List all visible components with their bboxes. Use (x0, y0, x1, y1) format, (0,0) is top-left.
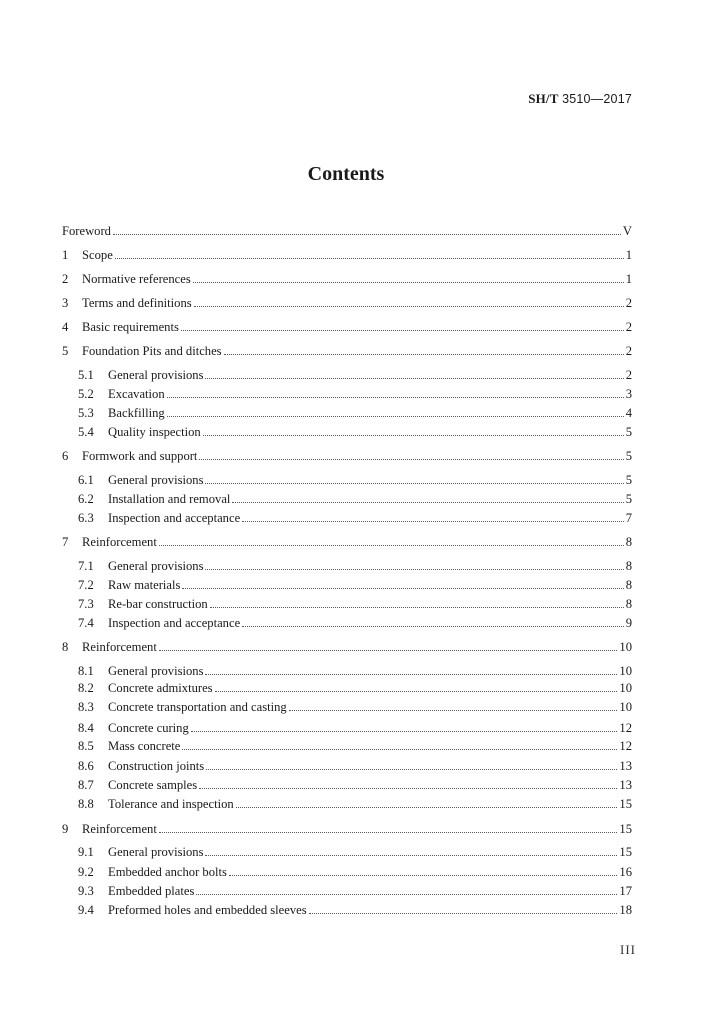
toc-entry-label: Excavation (108, 387, 165, 401)
toc-leader-dots (167, 416, 624, 417)
toc-entry-page: 7 (625, 511, 632, 525)
toc-entry-label: Construction joints (108, 759, 205, 773)
toc-entry-page: 2 (625, 368, 632, 382)
toc-entry-label: Formwork and support (82, 449, 198, 463)
toc-leader-dots (210, 607, 624, 608)
toc-entry-label: Terms and definitions (82, 296, 192, 310)
toc-entry-number: 5.4 (78, 425, 94, 439)
toc-entry-page: 5 (625, 449, 632, 463)
toc-entry-label: Foreword (62, 224, 111, 238)
toc-entry-page: 2 (625, 344, 632, 358)
toc-leader-dots (115, 258, 624, 259)
toc-leader-dots (196, 894, 617, 895)
toc-entry-label: Re-bar construction (108, 597, 208, 611)
toc-entry-label: Embedded plates (108, 884, 195, 898)
toc-entry-number: 7.4 (78, 616, 94, 630)
toc-entry-label: Concrete curing (108, 721, 189, 735)
toc-entry-number: 3 (62, 296, 69, 310)
toc-leader-dots (159, 545, 624, 546)
toc-leader-dots (193, 282, 624, 283)
toc-leader-dots (242, 626, 624, 627)
toc-entry-label: Tolerance and inspection (108, 797, 234, 811)
toc-leader-dots (309, 913, 618, 914)
toc-entry-page: 2 (625, 296, 632, 310)
toc-entry (62, 292, 632, 310)
toc-entry-page: 5 (625, 473, 632, 487)
toc-entry (78, 660, 632, 678)
toc-leader-dots (215, 691, 618, 692)
toc-entry-page: 17 (619, 884, 632, 898)
toc-entry-label: Normative references (82, 272, 191, 286)
toc-entry (78, 555, 632, 573)
toc-entry-label: Concrete samples (108, 778, 198, 792)
toc-entry-label: Backfilling (108, 406, 165, 420)
toc-entry-number: 8.8 (78, 797, 94, 811)
toc-entry-number: 9.1 (78, 845, 94, 859)
page-title: Contents (307, 163, 385, 185)
toc-entry-page: 13 (619, 759, 632, 773)
toc-entry-number: 4 (62, 320, 69, 334)
toc-entry-page: 16 (619, 865, 632, 879)
toc-entry-label: Scope (82, 248, 113, 262)
toc-entry-label: Foundation Pits and ditches (82, 344, 222, 358)
toc-entry (78, 402, 632, 420)
toc-entry (78, 593, 632, 611)
toc-leader-dots (236, 807, 618, 808)
toc-entry-label: Embedded anchor bolts (108, 865, 227, 879)
toc-entry (78, 612, 632, 630)
toc-entry-label: Reinforcement (82, 640, 157, 654)
toc-entry-label: Inspection and acceptance (108, 616, 241, 630)
toc-entry-number: 5.3 (78, 406, 94, 420)
toc-leader-dots (206, 769, 617, 770)
toc-leader-dots (159, 832, 618, 833)
toc-leader-dots (205, 569, 623, 570)
toc-entry (78, 717, 632, 735)
toc-entry-label: Concrete transportation and casting (108, 700, 287, 714)
toc-leader-dots (182, 588, 623, 589)
toc-entry (78, 364, 632, 382)
toc-entry-label: General provisions (108, 664, 204, 678)
toc-leader-dots (199, 459, 623, 460)
toc-leader-dots (182, 749, 617, 750)
toc-entry (78, 696, 632, 714)
toc-entry-page: 3 (625, 387, 632, 401)
toc-entry (78, 755, 632, 773)
toc-entry-number: 6 (62, 449, 69, 463)
toc-entry-number: 1 (62, 248, 69, 262)
toc-entry-number: 8.1 (78, 664, 94, 678)
toc-entry-page: 5 (625, 425, 632, 439)
toc-entry-page: 10 (619, 681, 632, 695)
toc-entry-number: 7.1 (78, 559, 94, 573)
toc-entry-label: Inspection and acceptance (108, 511, 241, 525)
toc-leader-dots (205, 483, 623, 484)
toc-leader-dots (203, 435, 624, 436)
toc-leader-dots (229, 875, 617, 876)
page-number: III (620, 942, 636, 957)
toc-entry-number: 9 (62, 822, 69, 836)
toc-leader-dots (224, 354, 624, 355)
toc-entry (78, 507, 632, 525)
toc-entry-page: 1 (625, 272, 632, 286)
toc-entry-label: Quality inspection (108, 425, 201, 439)
toc-entry-label: General provisions (108, 368, 204, 382)
toc-entry (62, 636, 632, 654)
toc-entry-page: 8 (625, 559, 632, 573)
toc-leader-dots (289, 710, 618, 711)
toc-leader-dots (242, 521, 624, 522)
toc-leader-dots (191, 731, 618, 732)
toc-leader-dots (205, 855, 617, 856)
toc-entry-page: 15 (619, 845, 632, 859)
toc-entry (78, 774, 632, 792)
toc-entry-page: 8 (625, 597, 632, 611)
toc-leader-dots (199, 788, 617, 789)
toc-entry-label: Reinforcement (82, 535, 157, 549)
toc-entry-page: 12 (619, 739, 632, 753)
toc-entry-page: 15 (619, 797, 632, 811)
toc-leader-dots (194, 306, 624, 307)
toc-entry-label: Preformed holes and embedded sleeves (108, 903, 307, 917)
toc-entry-number: 8 (62, 640, 69, 654)
toc-entry (78, 488, 632, 506)
toc-entry (62, 268, 632, 286)
toc-entry-label: General provisions (108, 845, 204, 859)
toc-entry-page: 18 (619, 903, 632, 917)
toc-entry-number: 7 (62, 535, 69, 549)
toc-entry-page: 8 (625, 535, 632, 549)
toc-entry-label: Basic requirements (82, 320, 179, 334)
standard-code (528, 91, 632, 107)
toc-entry-number: 9.4 (78, 903, 94, 917)
toc-entry (62, 531, 632, 549)
toc-entry-number: 7.2 (78, 578, 94, 592)
toc-entry (78, 677, 632, 695)
toc-entry-label: Concrete admixtures (108, 681, 213, 695)
toc-entry-page: V (622, 224, 632, 238)
standard-code-prefix: SH/T (528, 91, 559, 106)
toc-leader-dots (181, 330, 624, 331)
toc-entry (62, 316, 632, 334)
toc-entry (62, 220, 632, 238)
toc-entry-number: 5.2 (78, 387, 94, 401)
toc-entry (62, 244, 632, 262)
toc-entry (62, 445, 632, 463)
toc-entry (78, 383, 632, 401)
toc-entry-page: 10 (619, 664, 632, 678)
toc-leader-dots (159, 650, 618, 651)
toc-leader-dots (167, 397, 624, 398)
toc-entry-page: 10 (619, 700, 632, 714)
toc-entry-page: 4 (625, 406, 632, 420)
toc-entry-number: 6.1 (78, 473, 94, 487)
toc-entry (78, 469, 632, 487)
standard-code-number: 3510—2017 (562, 92, 632, 106)
toc-entry (78, 421, 632, 439)
toc-leader-dots (232, 502, 623, 503)
toc-leader-dots (205, 674, 617, 675)
toc-leader-dots (205, 378, 623, 379)
toc-entry-number: 5 (62, 344, 69, 358)
toc-entry-page: 9 (625, 616, 632, 630)
toc-entry-number: 9.3 (78, 884, 94, 898)
toc-entry-number: 9.2 (78, 865, 94, 879)
toc-entry-label: Mass concrete (108, 739, 181, 753)
toc-entry-label: Raw materials (108, 578, 181, 592)
toc-entry-label: Reinforcement (82, 822, 157, 836)
toc-entry-label: General provisions (108, 559, 204, 573)
toc-entry (78, 841, 632, 859)
toc-entry-number: 6.3 (78, 511, 94, 525)
toc-leader-dots (113, 234, 621, 235)
toc-entry-page: 13 (619, 778, 632, 792)
toc-entry-page: 2 (625, 320, 632, 334)
toc-entry (78, 899, 632, 917)
toc-entry-number: 8.3 (78, 700, 94, 714)
toc-entry (62, 818, 632, 836)
toc-entry-number: 8.6 (78, 759, 94, 773)
toc-entry (78, 793, 632, 811)
toc-entry-page: 15 (619, 822, 632, 836)
toc-entry-page: 12 (619, 721, 632, 735)
toc-entry (62, 340, 632, 358)
toc-entry-label: General provisions (108, 473, 204, 487)
toc-entry (78, 574, 632, 592)
toc-entry-page: 1 (625, 248, 632, 262)
toc-entry-number: 5.1 (78, 368, 94, 382)
toc-entry (78, 861, 632, 879)
toc-entry-number: 6.2 (78, 492, 94, 506)
toc-entry (78, 735, 632, 753)
toc-entry-page: 8 (625, 578, 632, 592)
toc-entry-number: 8.5 (78, 739, 94, 753)
toc-entry-page: 5 (625, 492, 632, 506)
toc-entry-label: Installation and removal (108, 492, 231, 506)
toc-entry-number: 8.7 (78, 778, 94, 792)
toc-entry-number: 8.4 (78, 721, 94, 735)
toc-entry-number: 2 (62, 272, 69, 286)
toc-entry-number: 7.3 (78, 597, 94, 611)
toc-entry-page: 10 (619, 640, 632, 654)
toc-entry (78, 880, 632, 898)
toc-entry-number: 8.2 (78, 681, 94, 695)
